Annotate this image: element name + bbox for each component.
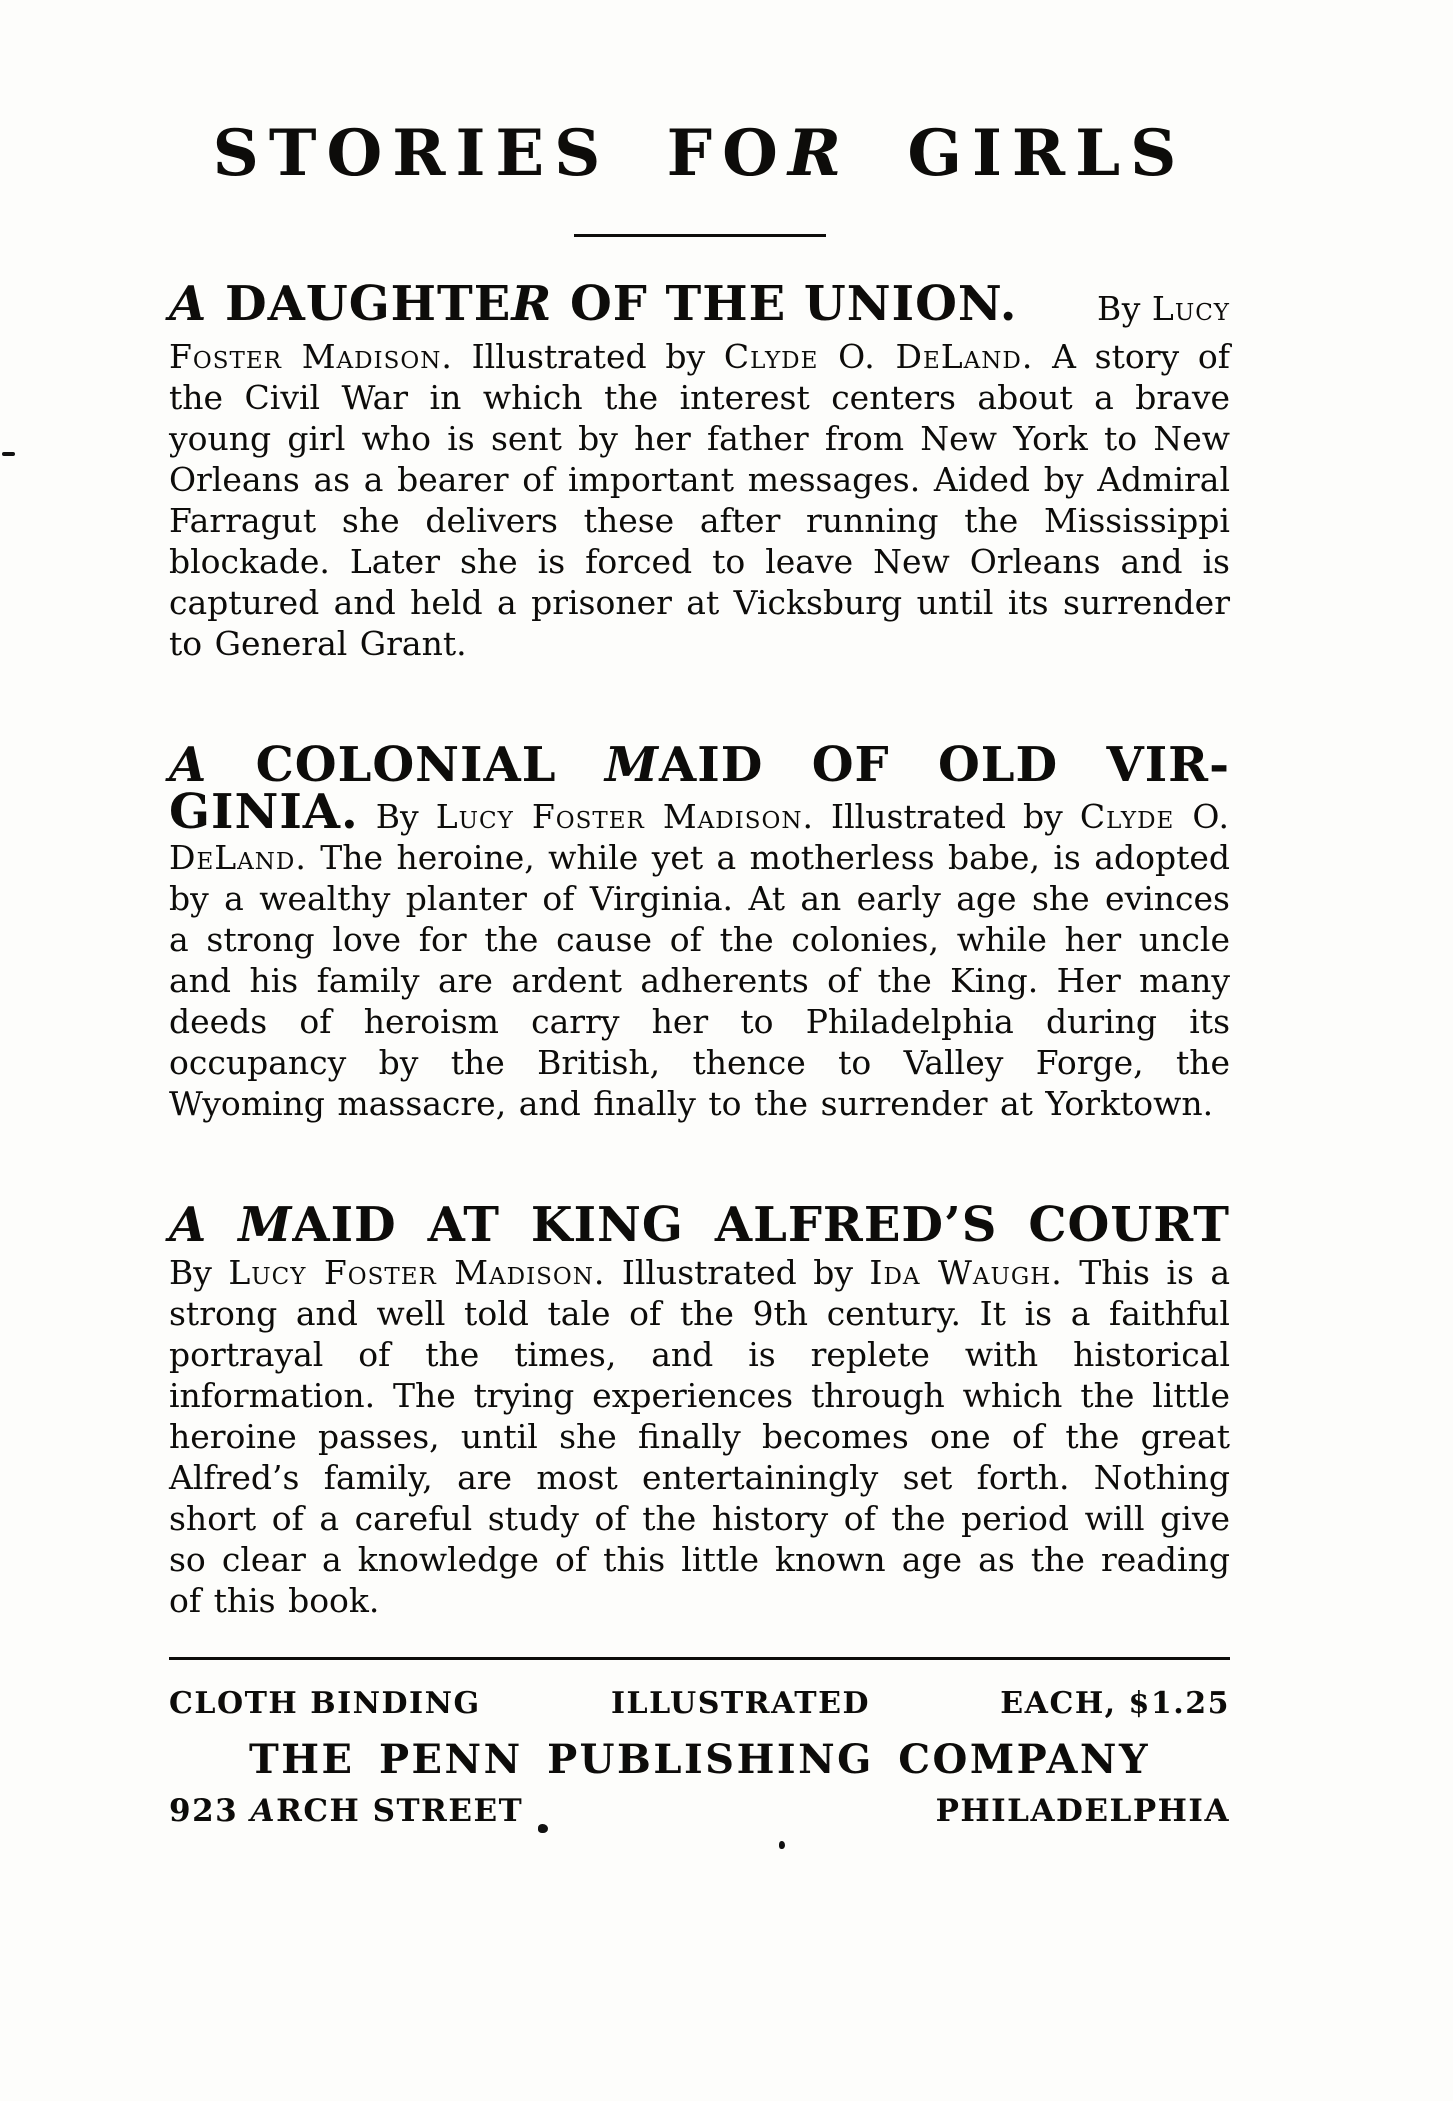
author-name: Lucy Foster Madison.	[228, 1253, 606, 1292]
page-title-text: GIRLS	[851, 116, 1187, 191]
book-3-title-text	[207, 1197, 238, 1253]
book-2-title-continued: GINIA.	[169, 784, 359, 840]
illustrator-name: Clyde O. DeLand.	[723, 337, 1034, 376]
illustrated-label: ILLUSTRATED	[610, 1686, 870, 1721]
price-label: EACH, $1.25	[1000, 1686, 1230, 1721]
swash-letter-m: M	[238, 1197, 293, 1253]
book-2-title-text: COLONIAL	[207, 737, 605, 793]
author-name: Lucy Foster Madison.	[435, 797, 814, 836]
street-number: 923	[169, 1793, 251, 1829]
swash-letter-a: A	[169, 737, 208, 793]
swash-letter-a: A	[169, 1197, 208, 1253]
book-2-title-text: AID OF OLD VIR-	[659, 737, 1230, 793]
book-3-heading-line	[169, 1198, 1230, 1252]
book-3-title-text: AID AT KING ALFRED’S COURT	[292, 1197, 1230, 1253]
book-3-body-text: This is a strong and well told tale of the 9th century. It is a faithful portrayal of the times, and is replete with historical information. The trying experiences through which the little heroine passes, until she finally becomes one of the great Alfred’s family, are most entertainingly set forth. Nothing short of a careful study of the history of the period will give so clear a knowledge of this little known age as the reading of this book.	[169, 1253, 1230, 1620]
book-1-byline-start	[1097, 282, 1230, 336]
publisher-address-row	[169, 1793, 1230, 1829]
illustrator-name: Ida Waugh.	[869, 1253, 1063, 1292]
text-column	[169, 0, 1230, 1829]
book-entry-daughter-of-the-union	[169, 277, 1230, 664]
book-entry-colonial-maid	[169, 738, 1230, 1124]
scan-margin-mark	[2, 452, 15, 456]
illustrated-by-text: Illustrated by	[605, 1253, 870, 1292]
book-3-description	[169, 1252, 1230, 1621]
book-2-description	[169, 784, 1230, 1124]
book-1-heading-line	[169, 277, 1230, 336]
scan-speck	[538, 1824, 548, 1833]
illustrated-by-text: Illustrated by	[452, 337, 724, 376]
title-divider-rule	[574, 234, 826, 237]
book-1-body-text: A story of the Civil War in which the interest centers about a brave young girl who is sent by her father from New York to New Orleans as a bearer of important messages. Aided by Admiral Farragut she delivers these after running the Mississippi blockade. Later she is forced to leave New Orleans and is captured and held a prisoner at Vicksburg until its surrender to General Grant.	[169, 337, 1230, 663]
illustrated-by-text: Illustrated by	[814, 797, 1080, 836]
street-address	[169, 1793, 523, 1829]
author-name: Lucy	[1151, 289, 1230, 328]
byline-intro: By	[358, 797, 436, 836]
byline-intro: By	[1097, 289, 1152, 328]
page-title-text: STORIES FO	[212, 116, 788, 191]
swash-letter-a: A	[169, 276, 208, 332]
swash-letter-r: R	[511, 276, 553, 332]
book-1-title-text: DAUGHTE	[207, 276, 512, 332]
cloth-binding-label: CLOTH BINDING	[169, 1686, 481, 1721]
swash-letter-a: A	[250, 1793, 277, 1829]
book-1-description	[169, 336, 1230, 664]
book-1-title-text: OF THE UNION.	[552, 276, 1018, 332]
swash-letter-r: R	[787, 116, 852, 191]
author-name-continued: Foster Madison.	[169, 337, 453, 376]
footer-divider-rule	[169, 1657, 1230, 1660]
swash-letter-m: M	[604, 737, 660, 793]
book-2-body-text: The heroine, while yet a motherless babe, is adopted by a wealthy planter of Virginia. At an early age she evinces a strong love for the cause of the colonies, while her uncle and his family are ardent adherents of the King. Her many deeds of heroism carry her to Philadelphia during its occupancy by the British, thence to Valley Forge, the Wyoming massacre, and finally to the surrender at Yorktown.	[169, 838, 1230, 1123]
scan-speck	[779, 1841, 785, 1849]
book-entry-maid-at-king-alfreds-court	[169, 1198, 1230, 1621]
byline-intro: By	[169, 1253, 229, 1292]
illustrator-name: Clyde O. DeLand.	[169, 797, 1230, 877]
publisher-name: THE PENN PUBLISHING COMPANY	[248, 1736, 1150, 1783]
book-1-title	[169, 277, 1017, 331]
street-name: RCH STREET	[276, 1793, 524, 1829]
page-title	[169, 116, 1230, 192]
city-label: PHILADELPHIA	[935, 1793, 1230, 1829]
footer-info-row	[169, 1686, 1230, 1721]
